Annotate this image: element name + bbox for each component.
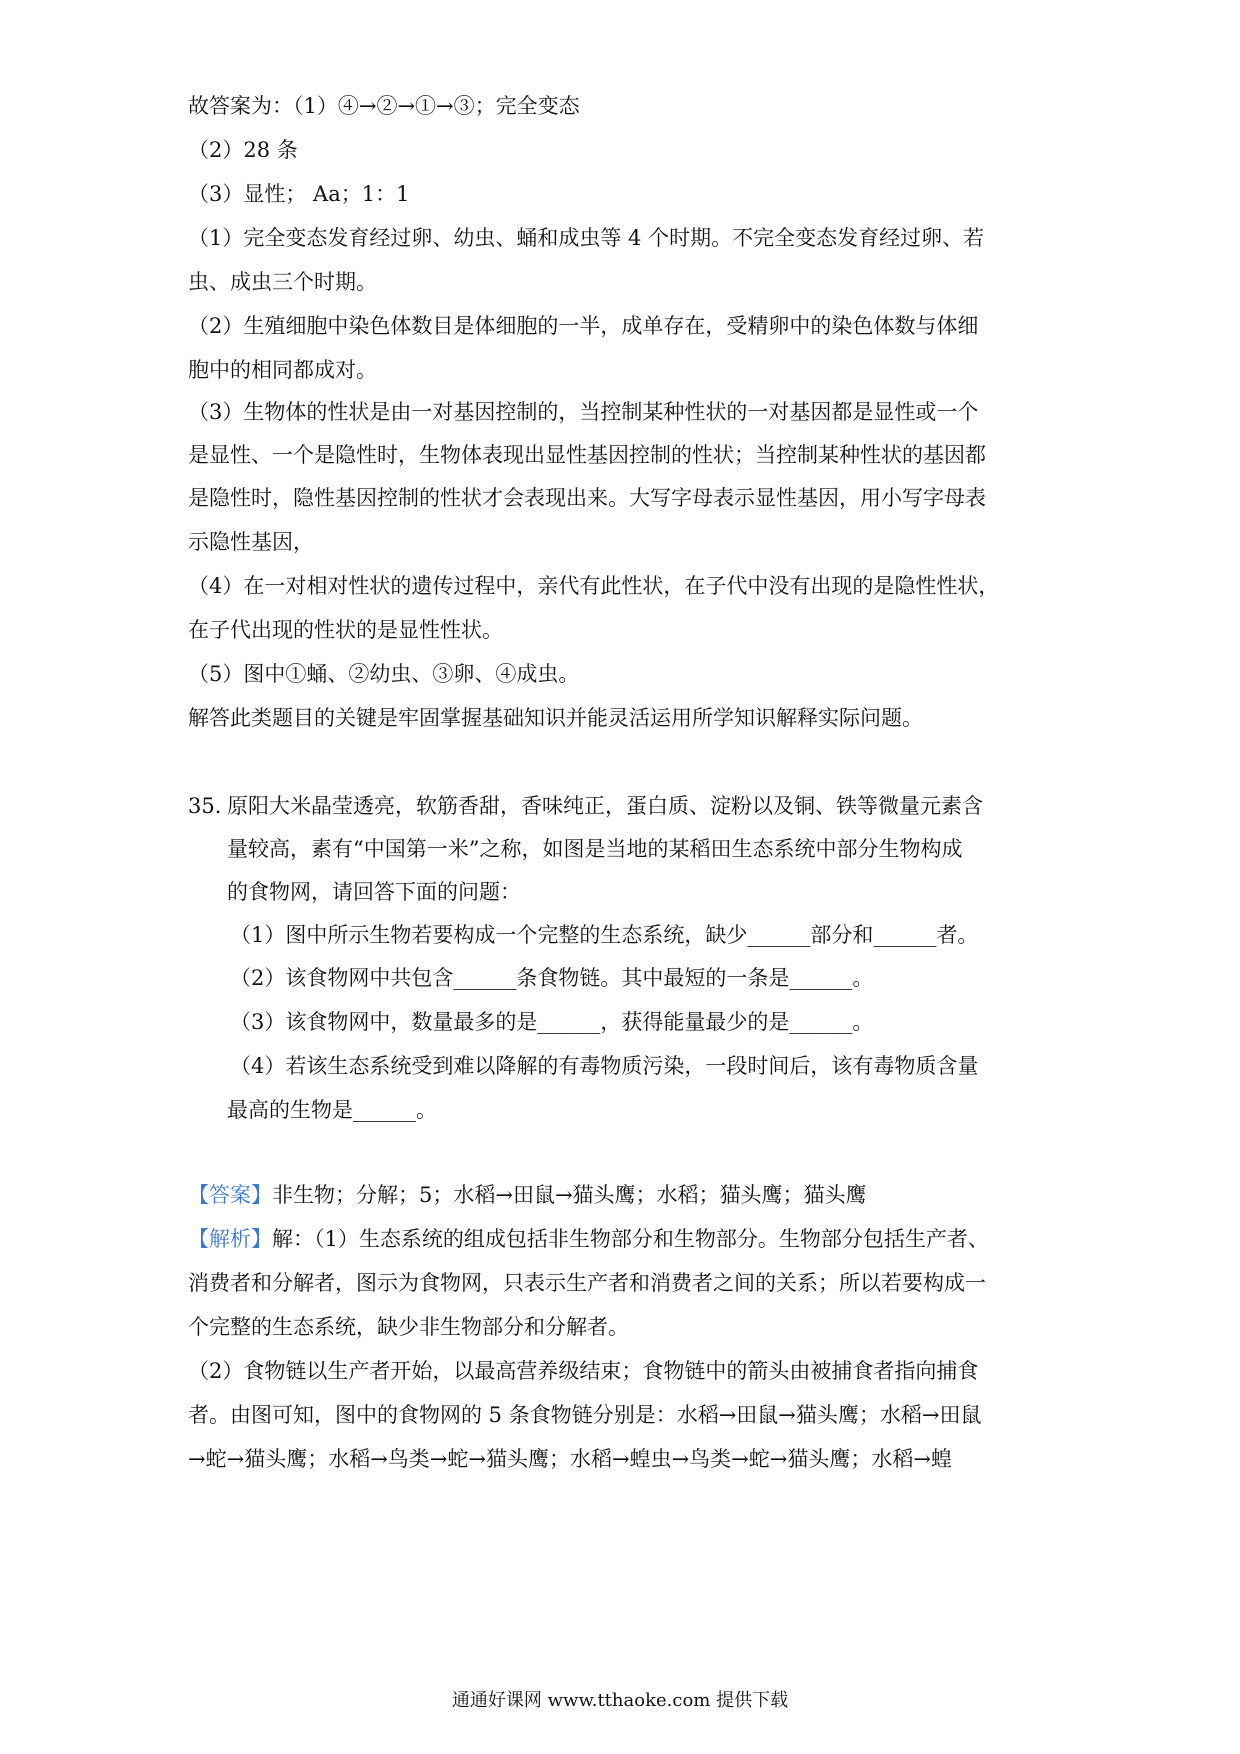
analysis-line-2: 消费者和分解者，图示为食物网，只表示生产者和消费者之间的关系；所以若要构成一	[188, 1271, 986, 1295]
explanation-5-line: （5）图中①蛹、②幼虫、③卵、④成虫。	[188, 662, 580, 686]
answer-line-3: （3）显性； Aa；1：1	[188, 182, 410, 206]
explanation-1-line-1: （1）完全变态发育经过卵、幼虫、蛹和成虫等 4 个时期。不完全变态发育经过卵、若	[188, 226, 985, 250]
analysis-text-1: 解：（1）生态系统的组成包括非生物部分和生物部分。生物部分包括生产者、	[272, 1227, 989, 1251]
analysis-line-1	[188, 1224, 989, 1254]
explanation-2-line-1: （2）生殖细胞中染色体数目是体细胞的一半，成单存在，受精卵中的染色体数与体细	[188, 314, 979, 338]
explanation-2-line-2: 胞中的相同都成对。	[188, 358, 377, 382]
analysis-line-5: 者。由图可知，图中的食物网的 5 条食物链分别是：水稻→田鼠→猫头鹰；水稻→田鼠	[188, 1403, 982, 1427]
question-stem-line-2: 量较高，素有“中国第一米”之称，如图是当地的某稻田生态系统中部分生物构成	[227, 837, 963, 861]
analysis-line-6: →蛇→猫头鹰；水稻→鸟类→蛇→猫头鹰；水稻→蝗虫→鸟类→蛇→猫头鹰；水稻→蝗	[188, 1447, 952, 1471]
answer-line-2: （2）28 条	[188, 138, 298, 162]
answer-line-1: 故答案为：（1）④→②→①→③；完全变态	[188, 94, 580, 118]
answer-label: 【答案】	[188, 1183, 272, 1207]
sub-question-3: （3）该食物网中，数量最多的是______，获得能量最少的是______。	[230, 1010, 874, 1034]
question-stem-line-1: 原阳大米晶莹透亮，软筋香甜，香味纯正，蛋白质、淀粉以及铜、铁等微量元素含	[227, 794, 983, 818]
summary-line: 解答此类题目的关键是牢固掌握基础知识并能灵活运用所学知识解释实际问题。	[188, 706, 923, 730]
question-stem-line-3: 的食物网，请回答下面的问题：	[227, 880, 521, 904]
analysis-line-4: （2）食物链以生产者开始，以最高营养级结束；食物链中的箭头由被捕食者指向捕食	[188, 1359, 979, 1383]
analysis-line-3: 个完整的生态系统，缺少非生物部分和分解者。	[188, 1315, 629, 1339]
analysis-label: 【解析】	[188, 1227, 272, 1251]
sub-question-1: （1）图中所示生物若要构成一个完整的生态系统，缺少______部分和______者。	[230, 923, 979, 947]
explanation-1-line-2: 虫、成虫三个时期。	[188, 270, 377, 294]
page-footer: 通通好课网 www.tthaoke.com 提供下载	[451, 1690, 789, 1711]
question-number: 35.	[188, 794, 222, 818]
explanation-3-line-4: 示隐性基因，	[188, 530, 314, 554]
sub-question-2: （2）该食物网中共包含______条食物链。其中最短的一条是______。	[230, 966, 874, 990]
explanation-4-line-2: 在子代出现的性状的是显性性状。	[188, 618, 503, 642]
explanation-3-line-1: （3）生物体的性状是由一对基因控制的，当控制某种性状的一对基因都是显性或一个	[188, 400, 979, 424]
explanation-3-line-2: 是显性、一个是隐性时，生物体表现出显性基因控制的性状；当控制某种性状的基因都	[188, 443, 986, 467]
answer-row	[188, 1180, 867, 1210]
sub-question-4-line-1: （4）若该生态系统受到难以降解的有毒物质污染，一段时间后，该有毒物质含量	[230, 1054, 979, 1078]
explanation-4-line-1: （4）在一对相对性状的遗传过程中，亲代有此性状，在子代中没有出现的是隐性性状，	[188, 574, 1000, 598]
explanation-3-line-3: 是隐性时，隐性基因控制的性状才会表现出来。大写字母表示显性基因，用小写字母表	[188, 486, 986, 510]
answer-text: 非生物；分解；5；水稻→田鼠→猫头鹰；水稻；猫头鹰；猫头鹰	[272, 1183, 867, 1207]
sub-question-4-line-2: 最高的生物是______。	[227, 1098, 437, 1122]
